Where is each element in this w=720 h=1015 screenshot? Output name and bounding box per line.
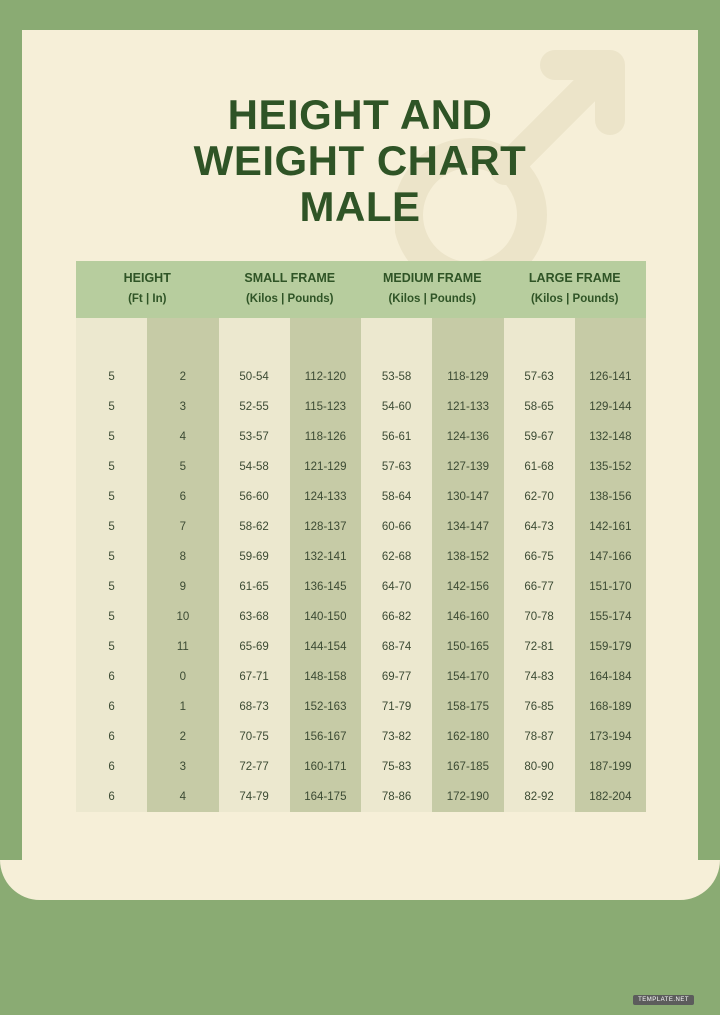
table-cell: 121-129 — [304, 461, 347, 473]
table-cell: 5 — [108, 581, 115, 593]
header-sub-height: (Ft | In) — [76, 291, 219, 318]
table-cell: 62-70 — [524, 491, 554, 503]
table-cell: 172-190 — [446, 791, 489, 803]
table-cell: 5 — [108, 461, 115, 473]
table-cell: 129-144 — [589, 401, 632, 413]
table-cell: 148-158 — [304, 671, 347, 683]
table-cell: 155-174 — [589, 611, 632, 623]
table-cell: 3 — [179, 761, 187, 773]
table-cell: 9 — [179, 581, 187, 593]
template-badge: TEMPLATE.NET — [633, 995, 694, 1005]
table-cell: 124-136 — [446, 431, 489, 443]
table-cell: 162-180 — [446, 731, 489, 743]
table-cell: 134-147 — [446, 521, 489, 533]
table-cell: 71-79 — [381, 701, 412, 713]
bottom-green-panel — [0, 895, 720, 1015]
table-cell: 5 — [108, 401, 115, 413]
table-cell: 59-67 — [524, 431, 554, 443]
table-cell: 4 — [179, 431, 187, 443]
table-cell: 56-61 — [381, 431, 412, 443]
table-cell: 66-75 — [524, 551, 554, 563]
table-cell: 53-57 — [239, 431, 269, 443]
table-cell: 156-167 — [304, 731, 347, 743]
spacer-cell — [290, 318, 361, 362]
table-cell: 6 — [108, 731, 115, 743]
table-cell: 5 — [108, 431, 115, 443]
table-cell: 173-194 — [589, 731, 632, 743]
table-cell: 66-82 — [381, 611, 412, 623]
table-row — [76, 422, 646, 452]
table-cell: 6 — [108, 761, 115, 773]
spacer-cell — [219, 318, 290, 362]
table-cell: 154-170 — [446, 671, 489, 683]
table-row — [76, 782, 646, 812]
page-title — [0, 92, 720, 230]
table-cell: 64-70 — [381, 581, 412, 593]
table-cell: 11 — [176, 641, 189, 653]
table-cell: 53-58 — [381, 371, 412, 383]
table-cell: 65-69 — [239, 641, 269, 653]
spacer-cell — [147, 318, 218, 362]
table-cell: 80-90 — [524, 761, 554, 773]
table-row — [76, 722, 646, 752]
table-cell: 52-55 — [239, 401, 269, 413]
table-cell: 135-152 — [589, 461, 632, 473]
table-cell: 76-85 — [524, 701, 554, 713]
table-cell: 159-179 — [589, 641, 632, 653]
table-cell: 140-150 — [304, 611, 347, 623]
table-cell: 64-73 — [524, 521, 554, 533]
table-cell: 5 — [108, 551, 115, 563]
header-sub-large-frame: (Kilos | Pounds) — [504, 291, 647, 318]
table-cell: 142-161 — [589, 521, 632, 533]
header-sub-medium-frame: (Kilos | Pounds) — [361, 291, 504, 318]
table-cell: 2 — [179, 731, 187, 743]
table-cell: 151-170 — [589, 581, 632, 593]
table-header-row-sub — [76, 291, 646, 318]
header-group-height: HEIGHT — [76, 261, 219, 291]
header-sub-small-frame: (Kilos | Pounds) — [219, 291, 362, 318]
height-weight-table-wrap — [76, 261, 646, 812]
title-line-2: WEIGHT CHART — [193, 137, 527, 184]
table-cell: 138-156 — [589, 491, 632, 503]
table-cell: 58-64 — [381, 491, 412, 503]
table-row — [76, 692, 646, 722]
header-group-small-frame: SMALL FRAME — [219, 261, 362, 291]
table-cell: 112-120 — [304, 371, 347, 383]
page-bottom-rounded — [0, 860, 720, 900]
table-cell: 66-77 — [524, 581, 554, 593]
table-cell: 150-165 — [446, 641, 489, 653]
table-cell: 124-133 — [304, 491, 347, 503]
table-cell: 2 — [179, 371, 187, 383]
table-row — [76, 452, 646, 482]
header-group-medium-frame: MEDIUM FRAME — [361, 261, 504, 291]
table-cell: 70-75 — [239, 731, 269, 743]
table-cell: 5 — [108, 521, 115, 533]
table-cell: 6 — [108, 671, 115, 683]
spacer-cell — [76, 318, 147, 362]
table-cell: 147-166 — [589, 551, 632, 563]
table-cell: 138-152 — [446, 551, 489, 563]
table-cell: 72-77 — [239, 761, 269, 773]
table-spacer-row — [76, 318, 646, 362]
table-cell: 164-184 — [589, 671, 632, 683]
table-cell: 187-199 — [589, 761, 632, 773]
table-cell: 132-148 — [589, 431, 632, 443]
table-cell: 5 — [108, 611, 115, 623]
table-cell: 5 — [108, 641, 115, 653]
table-body — [76, 318, 646, 812]
table-cell: 115-123 — [304, 401, 347, 413]
table-cell: 78-86 — [381, 791, 412, 803]
title-line-1: HEIGHT AND — [227, 91, 493, 138]
table-cell: 68-73 — [239, 701, 269, 713]
table-cell: 3 — [179, 401, 187, 413]
table-row — [76, 542, 646, 572]
table-cell: 5 — [108, 491, 115, 503]
table-cell: 62-68 — [381, 551, 412, 563]
table-row — [76, 752, 646, 782]
spacer-cell — [504, 318, 575, 362]
table-cell: 6 — [108, 791, 115, 803]
table-cell: 118-126 — [304, 431, 347, 443]
table-cell: 68-74 — [381, 641, 412, 653]
table-cell: 121-133 — [446, 401, 489, 413]
table-cell: 54-60 — [381, 401, 412, 413]
table-row — [76, 392, 646, 422]
table-header-row-group — [76, 261, 646, 291]
table-row — [76, 482, 646, 512]
table-cell: 75-83 — [381, 761, 412, 773]
table-cell: 57-63 — [381, 461, 412, 473]
table-cell: 8 — [179, 551, 187, 563]
table-cell: 78-87 — [524, 731, 554, 743]
spacer-cell — [575, 318, 646, 362]
table-row — [76, 362, 646, 392]
table-cell: 5 — [179, 461, 187, 473]
spacer-cell — [361, 318, 432, 362]
table-cell: 127-139 — [446, 461, 489, 473]
table-cell: 0 — [179, 671, 187, 683]
table-cell: 59-69 — [239, 551, 269, 563]
table-cell: 1 — [179, 701, 187, 713]
table-row — [76, 572, 646, 602]
table-cell: 67-71 — [239, 671, 269, 683]
title-line-3: MALE — [299, 183, 421, 230]
table-cell: 73-82 — [381, 731, 412, 743]
table-cell: 58-65 — [524, 401, 554, 413]
table-cell: 144-154 — [304, 641, 347, 653]
table-cell: 6 — [108, 701, 115, 713]
table-cell: 158-175 — [446, 701, 489, 713]
table-cell: 74-79 — [239, 791, 269, 803]
table-cell: 164-175 — [304, 791, 347, 803]
table-cell: 50-54 — [239, 371, 269, 383]
table-cell: 118-129 — [447, 371, 489, 383]
table-cell: 128-137 — [304, 521, 347, 533]
table-cell: 72-81 — [524, 641, 554, 653]
table-cell: 182-204 — [589, 791, 632, 803]
table-row — [76, 662, 646, 692]
table-cell: 146-160 — [446, 611, 489, 623]
table-cell: 5 — [108, 371, 115, 383]
table-cell: 70-78 — [524, 611, 554, 623]
table-cell: 126-141 — [589, 371, 632, 383]
table-cell: 130-147 — [446, 491, 489, 503]
header-group-large-frame: LARGE FRAME — [504, 261, 647, 291]
table-cell: 61-65 — [239, 581, 269, 593]
table-cell: 58-62 — [239, 521, 269, 533]
table-cell: 56-60 — [239, 491, 269, 503]
table-cell: 74-83 — [524, 671, 554, 683]
table-cell: 61-68 — [524, 461, 554, 473]
table-cell: 7 — [179, 521, 187, 533]
table-cell: 60-66 — [381, 521, 412, 533]
table-cell: 152-163 — [304, 701, 347, 713]
table-row — [76, 602, 646, 632]
table-cell: 10 — [176, 611, 190, 623]
table-row — [76, 512, 646, 542]
height-weight-table — [76, 261, 646, 812]
table-cell: 4 — [179, 791, 187, 803]
table-cell: 168-189 — [589, 701, 632, 713]
table-header — [76, 261, 646, 318]
table-cell: 6 — [179, 491, 187, 503]
table-cell: 160-171 — [304, 761, 347, 773]
table-cell: 69-77 — [381, 671, 412, 683]
table-cell: 63-68 — [239, 611, 269, 623]
spacer-cell — [432, 318, 503, 362]
table-cell: 167-185 — [446, 761, 489, 773]
table-cell: 57-63 — [524, 371, 554, 383]
table-cell: 54-58 — [239, 461, 269, 473]
table-cell: 82-92 — [524, 791, 554, 803]
table-cell: 142-156 — [446, 581, 489, 593]
table-cell: 132-141 — [304, 551, 347, 563]
table-row — [76, 632, 646, 662]
table-cell: 136-145 — [304, 581, 347, 593]
top-green-border — [0, 0, 720, 30]
